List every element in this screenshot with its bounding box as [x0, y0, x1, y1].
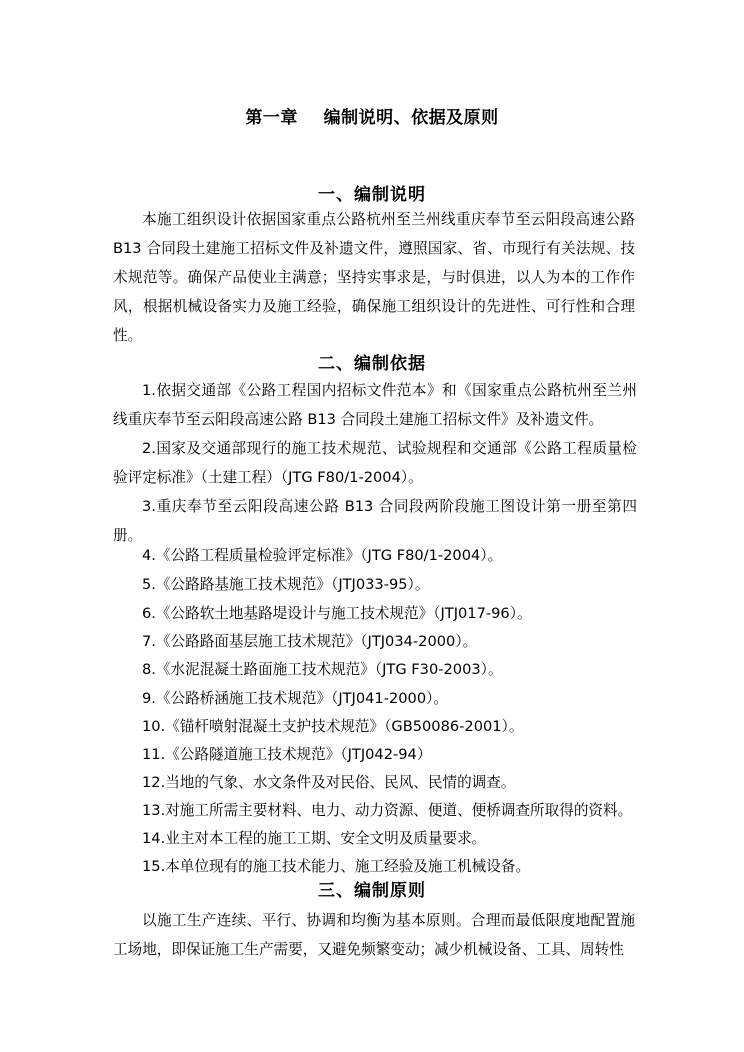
basis-item: 1.依据交通部《公路工程国内招标文件范本》和《国家重点公路杭州至兰州线重庆奉节至云阳段高速公路 B13 合同段土建施工招标文件》及补遗文件。 [113, 382, 637, 428]
basis-item: 9.《公路桥涵施工技术规范》（JTJ041-2000）。 [142, 690, 449, 707]
basis-item: 5.《公路路基施工技术规范》（JTJ033-95）。 [142, 576, 430, 593]
basis-item: 8.《水泥混凝土路面施工技术规范》（JTG F30-2003）。 [142, 661, 503, 678]
basis-item: 4.《公路工程质量检验评定标准》（JTG F80/1-2004）。 [142, 547, 503, 564]
basis-item: 2.国家及交通部现行的施工技术规范、试验规程和交通部《公路工程质量检验评定标准》（土建工程）（JTG F80/1-2004）。 [113, 440, 637, 486]
explanation-paragraph: 本施工组织设计依据国家重点公路杭州至兰州线重庆奉节至云阳段高速公路 B13 合同段土建施工招标文件及补遗文件，遵照国家、省、市现行有关法规、技术规范等。确保产品使业主满意；坚持实事求是，与时俱进，以人为本的工作作风，根据机械设备实力及施工经验，确保施工组织设计的先进性、可行性和合理性。 [113, 211, 635, 344]
basis-item: 6.《公路软土地基路堤设计与施工技术规范》（JTJ017-96）。 [142, 605, 532, 622]
principles-paragraph: 以施工生产连续、平行、协调和均衡为基本原则。合理而最低限度地配置施工场地，即保证施工生产需要，又避免频繁变动；减少机械设备、工具、周转性 [113, 912, 635, 958]
basis-item: 7.《公路路面基层施工技术规范》（JTJ034-2000）。 [142, 633, 478, 650]
basis-item: 13.对施工所需主要材料、电力、动力资源、便道、便桥调查所取得的资料。 [142, 802, 633, 819]
basis-item: 14.业主对本工程的施工工期、安全文明及质量要求。 [142, 830, 487, 847]
section-heading-explanation: 一、编制说明 [318, 185, 426, 205]
basis-item: 12.当地的气象、水文条件及对民俗、民风、民情的调查。 [142, 774, 516, 791]
basis-item: 15.本单位现有的施工技术能力、施工经验及施工机械设备。 [142, 858, 531, 875]
basis-item: 10.《锚杆喷射混凝土支护技术规范》（GB50086-2001）。 [142, 718, 524, 735]
section-heading-principles: 三、编制原则 [318, 881, 426, 901]
basis-item: 3.重庆奉节至云阳段高速公路 B13 合同段两阶段施工图设计第一册至第四册。 [113, 498, 637, 544]
chapter-title: 第一章 编制说明、依据及原则 [245, 108, 499, 128]
basis-item: 11.《公路隧道施工技术规范》（JTJ042-94） [142, 746, 432, 763]
section-heading-basis: 二、编制依据 [318, 354, 426, 374]
